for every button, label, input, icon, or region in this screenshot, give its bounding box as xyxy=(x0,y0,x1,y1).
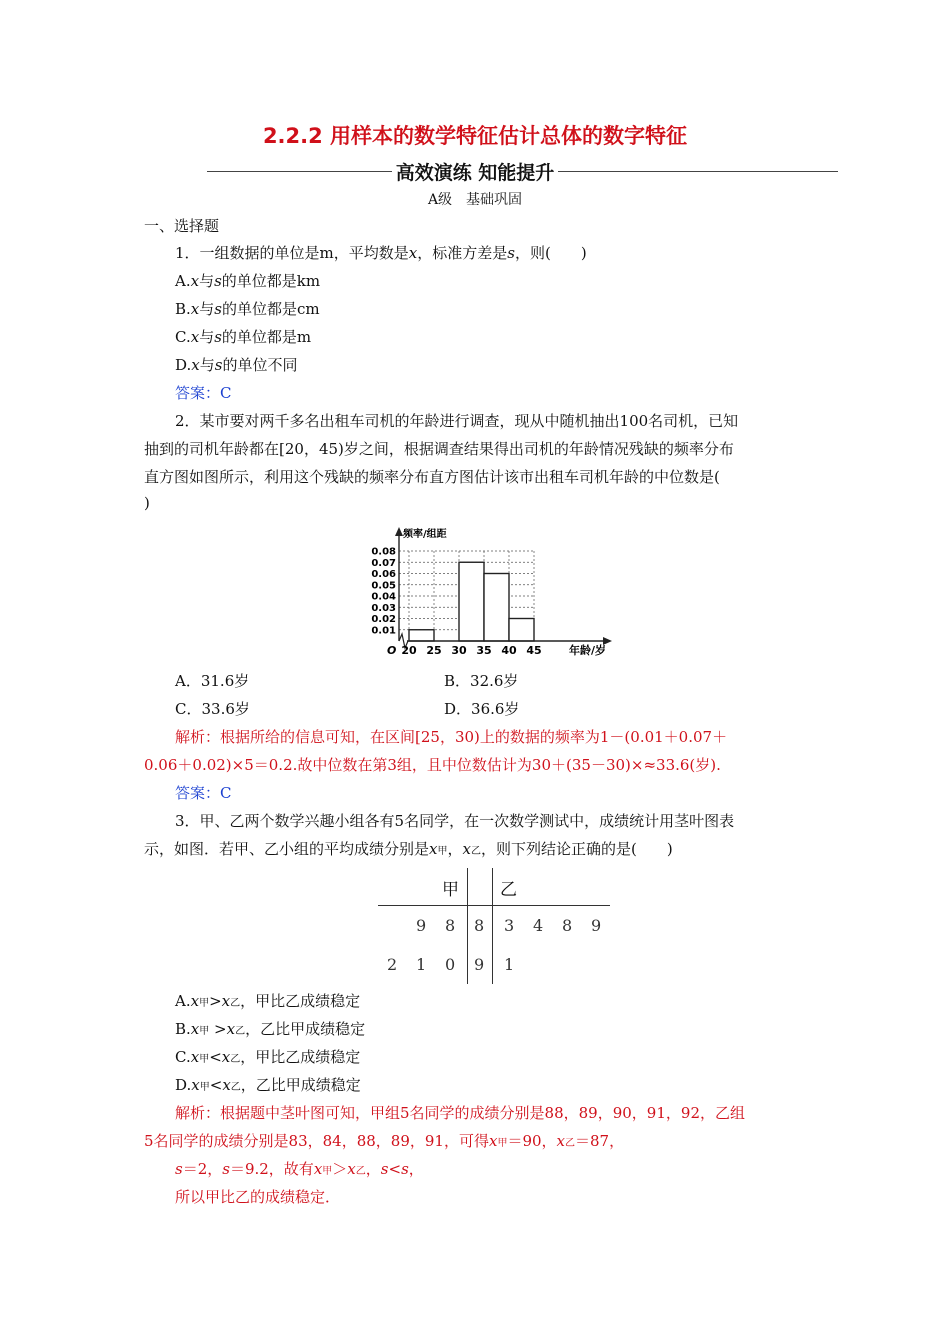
q3-analysis-3b: ＝9.2，故有 xyxy=(229,1160,314,1178)
banner xyxy=(0,158,950,185)
y-tick-label: 0.06 xyxy=(371,569,396,580)
y-tick-label: 0.02 xyxy=(371,614,396,625)
q3-option-c-op: < xyxy=(209,1048,222,1066)
q2-analysis-1: 解析：根据所给的信息可知，在区间[25，30)上的数据的频率为1－(0.01＋0.07＋ xyxy=(175,728,728,746)
stem-leaf-vline-left xyxy=(467,868,468,984)
q3-option-c-sub1: 甲 xyxy=(199,1054,210,1065)
q1-option-c-prefix: C. xyxy=(175,328,191,346)
y-axis-arrow xyxy=(395,527,403,536)
q1-option-b xyxy=(175,298,320,319)
q1-option-b-mid: 与 xyxy=(199,300,215,318)
q3-option-d-x2: x xyxy=(222,1076,231,1094)
q1-option-b-x: x xyxy=(190,300,200,318)
q3-option-d-x1: x xyxy=(191,1076,200,1094)
q3-analysis-sub1: 甲 xyxy=(497,1138,508,1149)
q3-option-a-x2: x xyxy=(221,992,231,1010)
q3-analysis-x4: x xyxy=(347,1160,356,1178)
section-heading: 一、选择题 xyxy=(144,217,220,235)
histogram-bar xyxy=(484,574,509,642)
q3-option-b-op: > xyxy=(209,1020,227,1038)
q3-option-b-x1: x xyxy=(190,1020,200,1038)
stem-leaf-plot xyxy=(378,868,610,984)
q1-option-d-x: x xyxy=(191,356,200,374)
histogram-chart xyxy=(365,524,630,660)
q3-option-a-x1: x xyxy=(190,992,200,1010)
q3-option-d-rest: ，乙比甲成绩稳定 xyxy=(240,1076,361,1094)
q3-option-d-sub2: 乙 xyxy=(230,1082,241,1093)
q3-line-2a: 示，如图．若甲、乙小组的平均成绩分别是 xyxy=(144,840,430,858)
q3-option-a-rest: ，甲比乙成绩稳定 xyxy=(240,992,361,1010)
q3-analysis-x3: x xyxy=(313,1160,323,1178)
x-tick-label: 25 xyxy=(426,644,442,657)
q3-analysis-3a: ＝2， xyxy=(182,1160,223,1178)
q3-analysis-2c: ＝87， xyxy=(575,1132,625,1150)
q3-analysis-s3: s xyxy=(380,1160,389,1178)
q1-option-a-x: x xyxy=(190,272,200,290)
q3-analysis-sub3: 甲 xyxy=(322,1166,333,1177)
leaf-right: 8 xyxy=(562,916,573,935)
leaf-left: 8 xyxy=(445,916,456,935)
q3-option-b-prefix: B. xyxy=(175,1020,191,1038)
q1-stem-b: ，标准方差是 xyxy=(417,244,508,262)
q2-line-4: ) xyxy=(144,494,150,512)
q3-analysis-s2: s xyxy=(222,1160,230,1178)
q3-analysis-3d: ， xyxy=(365,1160,381,1178)
leaf-right: 3 xyxy=(504,916,515,935)
y-tick-label: 0.03 xyxy=(371,602,396,614)
q3-analysis-2 xyxy=(144,1130,624,1151)
x-tick-label: 35 xyxy=(476,644,492,657)
q3-analysis-sub2: 乙 xyxy=(565,1138,576,1149)
q2-line-1: 2．某市要对两千多名出租车司机的年龄进行调查，现从中随机抽出100名司机，已知 xyxy=(175,412,739,430)
q3-option-a-sub2: 乙 xyxy=(230,998,241,1009)
q2-analysis-2: 0.06＋0.02)×5＝0.2.故中位数在第3组，且中位数估计为30＋(35－30)×≈33.6(岁). xyxy=(144,756,721,774)
q2-answer: 答案：C xyxy=(175,784,232,802)
y-tick-label: 0.01 xyxy=(371,625,396,637)
x-tick-label: 30 xyxy=(451,644,467,657)
histogram-bar xyxy=(509,619,534,642)
q1-s: s xyxy=(507,244,515,262)
leaf-left: 2 xyxy=(387,955,398,974)
q3-line-2b: ，则下列结论正确的是( ) xyxy=(480,840,673,858)
q3-option-d-sub1: 甲 xyxy=(199,1082,210,1093)
x-tick-label: 45 xyxy=(526,644,542,657)
x-axis-title: 年龄/岁 xyxy=(569,644,607,657)
q3-analysis-3h: ， xyxy=(408,1160,424,1178)
q3-analysis-sub4: 乙 xyxy=(355,1166,366,1177)
q3-sub-jia: 甲 xyxy=(437,846,448,857)
y-tick-label: 0.07 xyxy=(371,557,396,569)
q1-option-b-prefix: B. xyxy=(175,300,191,318)
histogram-bars xyxy=(409,562,534,641)
q2-option-c: C．33.6岁 xyxy=(175,700,250,718)
q1-option-d-s: s xyxy=(214,356,223,374)
level-heading: A级 基础巩固 xyxy=(427,192,523,208)
stem-leaf-hline xyxy=(378,905,610,906)
q1-stem xyxy=(175,242,587,263)
q1-option-b-s: s xyxy=(214,300,222,318)
x-tick-label: 40 xyxy=(501,644,517,657)
q1-option-b-rest: 的单位都是cm xyxy=(221,300,320,318)
stem-value: 8 xyxy=(474,916,485,935)
leaf-left: 1 xyxy=(416,955,427,974)
q3-analysis-4: 所以甲比乙的成绩稳定． xyxy=(175,1188,341,1206)
q3-option-a xyxy=(175,990,360,1011)
q1-option-d xyxy=(175,354,297,375)
q3-option-a-sub1: 甲 xyxy=(199,998,210,1009)
q3-option-d xyxy=(175,1074,361,1095)
leaf-left: 9 xyxy=(416,916,427,935)
q3-option-c xyxy=(175,1046,360,1067)
q1-option-c xyxy=(175,326,311,347)
q3-option-d-prefix: D. xyxy=(175,1076,192,1094)
leaf-right: 4 xyxy=(533,916,544,935)
q3-analysis-3c: ＞ xyxy=(332,1160,348,1178)
q3-option-b-x2: x xyxy=(226,1020,236,1038)
q3-option-b-sub2: 乙 xyxy=(235,1026,246,1037)
origin-label: O xyxy=(387,644,397,657)
q1-x: x xyxy=(408,244,418,262)
q3-option-c-prefix: C. xyxy=(175,1048,191,1066)
q3-analysis-x1: x xyxy=(488,1132,498,1150)
y-axis-title: 频率/组距 xyxy=(403,529,447,540)
q1-stem-a: 1．一组数据的单位是m，平均数是 xyxy=(175,244,409,262)
y-tick-label: 0.04 xyxy=(371,591,396,603)
leaf-right: 1 xyxy=(504,955,515,974)
q1-option-a xyxy=(175,270,320,291)
q1-stem-c: ，则( ) xyxy=(514,244,587,262)
q1-option-d-prefix: D. xyxy=(175,356,192,374)
q1-option-d-rest: 的单位不同 xyxy=(222,356,298,374)
q3-analysis-2a: 5名同学的成绩分别是83，84，88，89，91，可得 xyxy=(144,1132,489,1150)
q2-option-a: A．31.6岁 xyxy=(175,672,250,690)
stem-leaf-header-left: 甲 xyxy=(442,880,459,900)
page-title: 2.2.2 用样本的数学特征估计总体的数字特征 xyxy=(262,124,688,148)
x-tick-label: 20 xyxy=(401,644,417,657)
q3-line-1: 3．甲、乙两个数学兴趣小组各有5名同学，在一次数学测试中，成绩统计用茎叶图表 xyxy=(175,812,735,830)
y-tick-labels xyxy=(371,547,396,637)
q3-x-jia: x xyxy=(429,840,438,858)
q1-option-a-s: s xyxy=(214,272,222,290)
leaf-left: 0 xyxy=(445,955,456,974)
q3-analysis-s4: s xyxy=(401,1160,409,1178)
q3-option-b xyxy=(175,1018,365,1039)
q3-option-b-rest: ，乙比甲成绩稳定 xyxy=(245,1020,366,1038)
q1-option-c-rest: 的单位都是m xyxy=(221,328,312,346)
q2-line-2: 抽到的司机年龄都在[20，45)岁之间，根据调查结果得出司机的年龄情况残缺的频率分布 xyxy=(144,440,734,458)
q3-x-yi: x xyxy=(462,840,471,858)
q3-option-c-rest: ，甲比乙成绩稳定 xyxy=(240,1048,361,1066)
q1-option-a-prefix: A. xyxy=(175,272,191,290)
q3-analysis-1: 解析：根据题中茎叶图可知，甲组5名同学的成绩分别是88，89，90，91，92，乙组 xyxy=(175,1104,745,1122)
stem-leaf-header-right: 乙 xyxy=(500,880,517,900)
q3-analysis-3f: < xyxy=(388,1160,402,1178)
q3-analysis-3 xyxy=(175,1158,424,1179)
y-tick-label: 0.08 xyxy=(371,546,396,558)
q1-option-c-mid: 与 xyxy=(199,328,215,346)
q3-option-c-sub2: 乙 xyxy=(230,1054,241,1065)
x-tick-labels xyxy=(401,644,541,657)
leaf-right: 9 xyxy=(591,916,602,935)
q3-option-b-sub1: 甲 xyxy=(199,1026,210,1037)
q3-analysis-s1: s xyxy=(175,1160,183,1178)
stem-value: 9 xyxy=(474,955,485,974)
y-tick-label: 0.05 xyxy=(371,580,396,592)
q2-line-3: 直方图如图所示，利用这个残缺的频率分布直方图估计该市出租车司机年龄的中位数是( xyxy=(144,468,720,486)
q3-option-d-op: < xyxy=(209,1076,223,1094)
q1-option-a-rest: 的单位都是km xyxy=(221,272,321,290)
q3-option-c-x1: x xyxy=(190,1048,200,1066)
histogram-bar xyxy=(459,562,484,641)
q2-option-d: D．36.6岁 xyxy=(444,700,520,718)
stem-leaf-vline-right xyxy=(492,868,493,984)
q3-line-2: 示，如图．若甲、乙小组的平均成绩分别是x甲，x乙，则下列结论正确的是( ) xyxy=(144,840,673,858)
q1-answer: 答案：C xyxy=(175,384,232,402)
histogram-bar xyxy=(409,630,434,641)
q1-option-c-x: x xyxy=(190,328,200,346)
banner-text: 高效演练 知能提升 xyxy=(392,162,559,184)
q3-option-a-prefix: A. xyxy=(175,992,191,1010)
q1-option-c-s: s xyxy=(214,328,222,346)
q3-option-c-x2: x xyxy=(221,1048,231,1066)
q1-option-a-mid: 与 xyxy=(199,272,215,290)
q1-option-d-mid: 与 xyxy=(199,356,215,374)
q2-option-b: B．32.6岁 xyxy=(444,672,519,690)
q3-analysis-2b: ＝90， xyxy=(507,1132,557,1150)
q3-analysis-x2: x xyxy=(556,1132,566,1150)
q3-option-a-op: > xyxy=(209,992,222,1010)
q3-sub-yi: 乙 xyxy=(470,846,481,857)
